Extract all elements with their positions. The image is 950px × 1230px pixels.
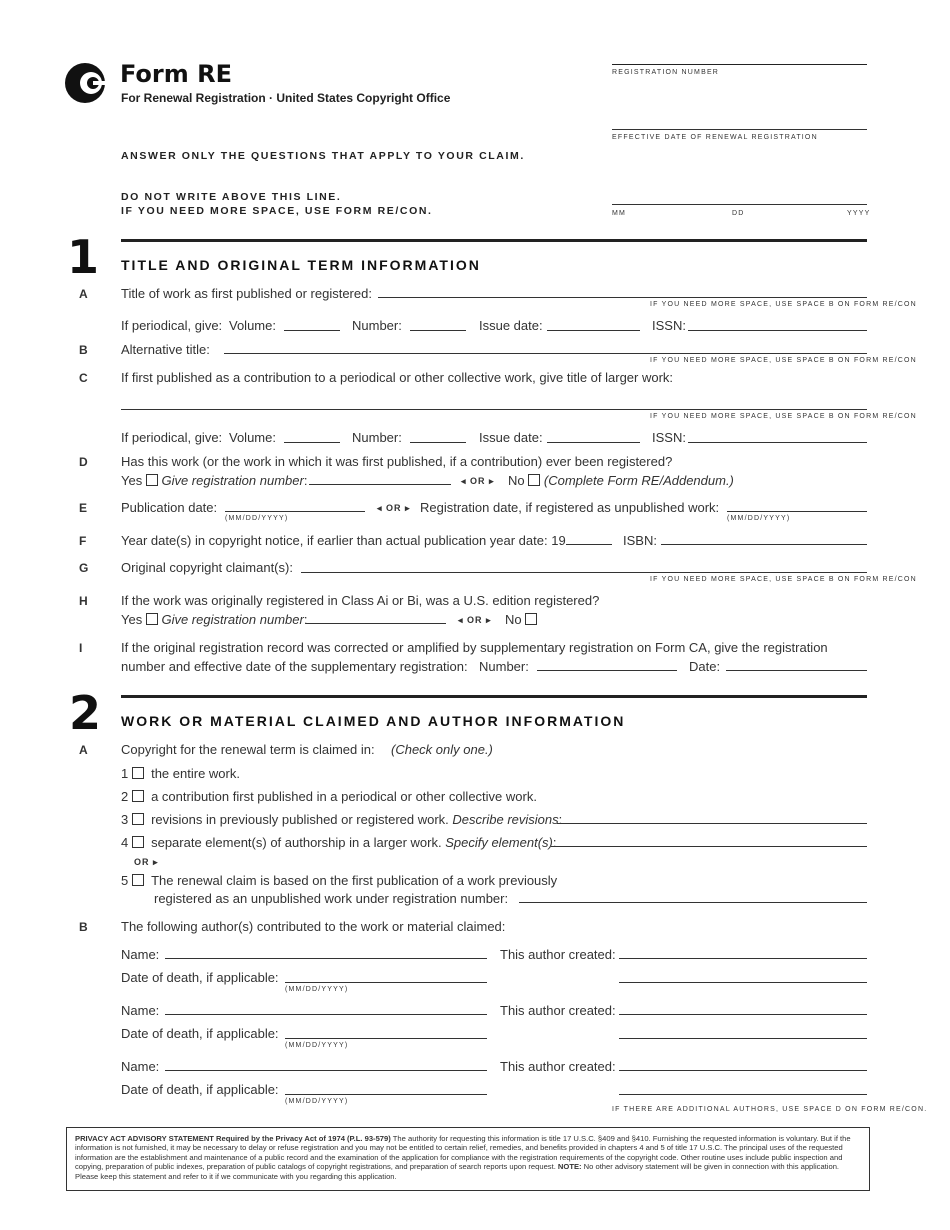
yyyy-label: YYYY: [847, 210, 871, 217]
item-1a-letter: A: [79, 287, 88, 301]
supplementary-number-field[interactable]: [537, 670, 677, 671]
claim-option-5[interactable]: [121, 873, 557, 888]
author-name-field[interactable]: [165, 1014, 487, 1015]
option-checkbox[interactable]: [132, 767, 144, 779]
more-space-note: IF YOU NEED MORE SPACE, USE SPACE B ON FORM RE/CON: [650, 576, 917, 583]
registration-number-rule: [612, 64, 867, 65]
author-created-label: This author created:: [500, 1059, 616, 1074]
number-label: Number:: [352, 318, 402, 333]
claim-option-2[interactable]: [121, 789, 537, 804]
author-created-label: This author created:: [500, 947, 616, 962]
section-2-rule: [121, 695, 867, 698]
option-text: a contribution first published in a periodical or other collective work.: [151, 789, 537, 804]
number-field[interactable]: [410, 330, 466, 331]
supplementary-registration-text-2: number and effective date of the supplementary registration:: [121, 659, 468, 674]
option-number: 5: [121, 873, 129, 888]
option-checkbox[interactable]: [132, 874, 144, 886]
date-of-death-label: Date of death, if applicable:: [121, 1082, 279, 1097]
give-registration-number-label: Give registration number: [161, 612, 304, 627]
issn-field[interactable]: [688, 330, 867, 331]
claim-option-4[interactable]: 4 separate element(s) of authorship in a larger work. Specify element(s):: [121, 835, 557, 850]
us-edition-question: If the work was originally registered in Class Ai or Bi, was a U.S. edition registered?: [121, 593, 600, 608]
complete-addendum-note: (Complete Form RE/Addendum.): [543, 473, 734, 488]
effective-date-label: EFFECTIVE DATE OF RENEWAL REGISTRATION: [612, 134, 818, 141]
unpublished-registration-number-field[interactable]: [519, 902, 867, 903]
larger-work-label: If first published as a contribution to a periodical or other collective work, give title of larger work:: [121, 370, 674, 385]
privacy-note: No other advisory statement will be given in connection with this application. Please keep this statement and refer to it if we communicate with you regarding this application.: [75, 1162, 840, 1181]
specify-elements-field[interactable]: [551, 846, 867, 847]
author-created-field[interactable]: [619, 958, 867, 959]
instruction-do-not-write: DO NOT WRITE ABOVE THIS LINE.: [121, 191, 342, 203]
isbn-field[interactable]: [661, 544, 867, 545]
alternative-title-label: Alternative title:: [121, 342, 210, 357]
option-number: 4: [121, 835, 129, 850]
volume-label: Volume:: [229, 318, 276, 333]
copyright-notice-year-field[interactable]: [566, 544, 612, 545]
volume-field[interactable]: [284, 442, 340, 443]
option-text: the entire work.: [151, 766, 240, 781]
periodical-give-label: If periodical, give:: [121, 430, 223, 445]
option-text: The renewal claim is based on the first publication of a work previously: [151, 873, 558, 888]
item-1g-letter: G: [79, 561, 89, 575]
option-checkbox[interactable]: [132, 813, 144, 825]
or-separator: ◂ OR ▸: [461, 476, 495, 486]
original-claimant-label: Original copyright claimant(s):: [121, 560, 293, 575]
copyright-logo-icon: [64, 62, 106, 104]
section-2-number: 2: [69, 686, 102, 740]
author-name-label: Name:: [121, 1003, 160, 1018]
mm-label: MM: [612, 210, 627, 217]
alternative-title-field[interactable]: [224, 353, 867, 354]
privacy-note-label: NOTE:: [557, 1162, 582, 1172]
author-created-field-2[interactable]: [619, 1038, 867, 1039]
author-created-field-2[interactable]: [619, 982, 867, 983]
mmddyyyy-hint: (MM/DD/YYYY): [285, 986, 349, 993]
item-1i-letter: I: [79, 641, 83, 655]
more-space-note: IF YOU NEED MORE SPACE, USE SPACE B ON FORM RE/CON: [650, 413, 917, 420]
item-2b-letter: B: [79, 920, 88, 934]
date-of-death-label: Date of death, if applicable:: [121, 970, 279, 985]
additional-authors-note: IF THERE ARE ADDITIONAL AUTHORS, USE SPACE D ON FORM RE/CON.: [612, 1106, 928, 1113]
yes-checkbox[interactable]: [146, 613, 158, 625]
authors-contributed-label: The following author(s) contributed to the work or material claimed:: [121, 919, 506, 934]
item-1d-letter: D: [79, 455, 88, 469]
registration-date-label: Registration date, if registered as unpublished work:: [420, 500, 720, 515]
issue-date-label: Issue date:: [479, 318, 543, 333]
effective-date-rule: [612, 129, 867, 130]
issue-date-label: Issue date:: [479, 430, 543, 445]
issn-label: ISSN:: [652, 430, 686, 445]
describe-revisions-field[interactable]: [557, 823, 867, 824]
or-separator: ◂ OR ▸: [458, 615, 492, 625]
renewal-claimed-label: Copyright for the renewal term is claimed in:: [121, 742, 375, 757]
more-space-note: IF YOU NEED MORE SPACE, USE SPACE B ON FORM RE/CON: [650, 301, 917, 308]
mmddyyyy-hint: (MM/DD/YYYY): [285, 1098, 349, 1105]
yes-checkbox[interactable]: [146, 474, 158, 486]
no-checkbox[interactable]: [525, 613, 537, 625]
date-field-rule: [612, 204, 867, 205]
section-1-number: 1: [67, 230, 100, 284]
option-number: 3: [121, 812, 129, 827]
isbn-label: ISBN:: [623, 533, 657, 548]
mmddyyyy-hint: (MM/DD/YYYY): [285, 1042, 349, 1049]
check-only-one-note: (Check only one.): [391, 742, 493, 757]
option-text: separate element(s) of authorship in a larger work.: [151, 835, 442, 850]
author-name-label: Name:: [121, 1059, 160, 1074]
form-subtitle: For Renewal Registration · United States Copyright Office: [121, 91, 451, 105]
publication-date-label: Publication date:: [121, 500, 218, 515]
instruction-claim: ANSWER ONLY THE QUESTIONS THAT APPLY TO YOUR CLAIM.: [121, 150, 525, 162]
author-name-field[interactable]: [165, 958, 487, 959]
item-1f-letter: F: [79, 534, 87, 548]
form-title: Form RE: [120, 60, 232, 88]
issn-label: ISSN:: [652, 318, 686, 333]
number-label: Number:: [352, 430, 402, 445]
registration-number-field[interactable]: [309, 484, 451, 485]
author-name-label: Name:: [121, 947, 160, 962]
date-of-death-field[interactable]: [285, 1094, 487, 1095]
no-label: No: [508, 473, 525, 488]
periodical-give-label: If periodical, give:: [121, 318, 223, 333]
copyright-notice-year-label: Year date(s) in copyright notice, if earlier than actual publication year date: 19: [121, 533, 566, 548]
section-1-rule: [121, 239, 867, 242]
option-italic-text: Specify element(s): [445, 835, 553, 850]
claim-option-1[interactable]: [121, 766, 240, 781]
supplementary-number-label: Number:: [479, 659, 529, 674]
or-separator: OR ▸: [134, 857, 159, 867]
yes-label: Yes: [121, 473, 143, 488]
larger-work-field[interactable]: [121, 409, 867, 410]
date-of-death-label: Date of death, if applicable:: [121, 1026, 279, 1041]
item-1e-letter: E: [79, 501, 88, 515]
option-number: 2: [121, 789, 129, 804]
date-of-death-field[interactable]: [285, 982, 487, 983]
registration-date-field[interactable]: [727, 511, 867, 512]
mmddyyyy-hint: (MM/DD/YYYY): [225, 515, 289, 522]
section-1-title: TITLE AND ORIGINAL TERM INFORMATION: [121, 257, 481, 273]
author-created-field-2[interactable]: [619, 1094, 867, 1095]
mmddyyyy-hint: (MM/DD/YYYY): [727, 515, 791, 522]
item-1c-letter: C: [79, 371, 88, 385]
volume-label: Volume:: [229, 430, 276, 445]
more-space-note: IF YOU NEED MORE SPACE, USE SPACE B ON FORM RE/CON: [650, 357, 917, 364]
no-label: No: [505, 612, 522, 627]
no-checkbox[interactable]: [528, 474, 540, 486]
option-text: revisions in previously published or registered work.: [151, 812, 449, 827]
us-edition-answer-row: Yes Give registration number:: [121, 612, 308, 627]
author-created-label: This author created:: [500, 1003, 616, 1018]
registration-number-label: REGISTRATION NUMBER: [612, 69, 720, 76]
option-5-text-2: registered as an unpublished work under registration number:: [154, 891, 509, 906]
number-field[interactable]: [410, 442, 466, 443]
item-1h-letter: H: [79, 594, 88, 608]
volume-field[interactable]: [284, 330, 340, 331]
supplementary-registration-text: If the original registration record was corrected or amplified by supplementary registration on Form CA, give the registration: [121, 640, 828, 655]
item-1b-letter: B: [79, 343, 88, 357]
date-of-death-field[interactable]: [285, 1038, 487, 1039]
option-checkbox[interactable]: [132, 790, 144, 802]
supplementary-date-label: Date:: [689, 659, 721, 674]
author-name-field[interactable]: [165, 1070, 487, 1071]
supplementary-date-field[interactable]: [726, 670, 867, 671]
option-checkbox[interactable]: [132, 836, 144, 848]
privacy-heading: PRIVACY ACT ADVISORY STATEMENT Required by the Privacy Act of 1974 (P.L. 93-579): [75, 1134, 391, 1143]
no-answer-group: [505, 612, 537, 627]
original-claimant-field[interactable]: [301, 572, 867, 573]
previously-registered-question: Has this work (or the work in which it was first published, if a contribution) ever been registered?: [121, 454, 673, 469]
option-number: 1: [121, 766, 129, 781]
author-created-field[interactable]: [619, 1070, 867, 1071]
claim-option-3[interactable]: 3 revisions in previously published or registered work. Describe revisions:: [121, 812, 563, 827]
privacy-act-statement: [66, 1127, 870, 1191]
issue-date-field[interactable]: [547, 330, 640, 331]
option-italic-text: Describe revisions: [452, 812, 559, 827]
or-separator: ◂ OR ▸: [377, 503, 411, 513]
section-2-title: WORK OR MATERIAL CLAIMED AND AUTHOR INFORMATION: [121, 713, 626, 729]
give-registration-number-label: Give registration number: [161, 473, 304, 488]
title-of-work-field[interactable]: [378, 297, 867, 298]
registration-number-field[interactable]: [306, 623, 446, 624]
author-created-field[interactable]: [619, 1014, 867, 1015]
item-2a-letter: A: [79, 743, 88, 757]
instruction-more-space: IF YOU NEED MORE SPACE, USE FORM RE/CON.: [121, 205, 433, 217]
previously-registered-answer-row: Yes Give registration number:: [121, 473, 308, 488]
publication-date-field[interactable]: [225, 511, 365, 512]
title-of-work-label: Title of work as first published or registered:: [121, 286, 372, 301]
no-answer-group: [508, 473, 734, 488]
dd-label: DD: [732, 210, 745, 217]
issn-field[interactable]: [688, 442, 867, 443]
issue-date-field[interactable]: [547, 442, 640, 443]
privacy-body: The authority for requesting this information is title 17 U.S.C. §409 and §410. Furnishing the requested information is voluntary. But if the information is not furnished, it may be necessary to delay or refuse registration and you may not be entitled to certain relief, remedies, and benefits provided in chapters 4 and 5 of title 17 U.S.C. The principal uses of the requested information are the establishment and maintenance of a public record and the examination of the application for compliance with the registration requirements of the copyright code. Other routine uses include public inspection and copying, preparation of public indexes, preparation of public catalogs of copyright registrations, and preparation of search reports upon request.: [75, 1134, 851, 1172]
yes-label: Yes: [121, 612, 143, 627]
